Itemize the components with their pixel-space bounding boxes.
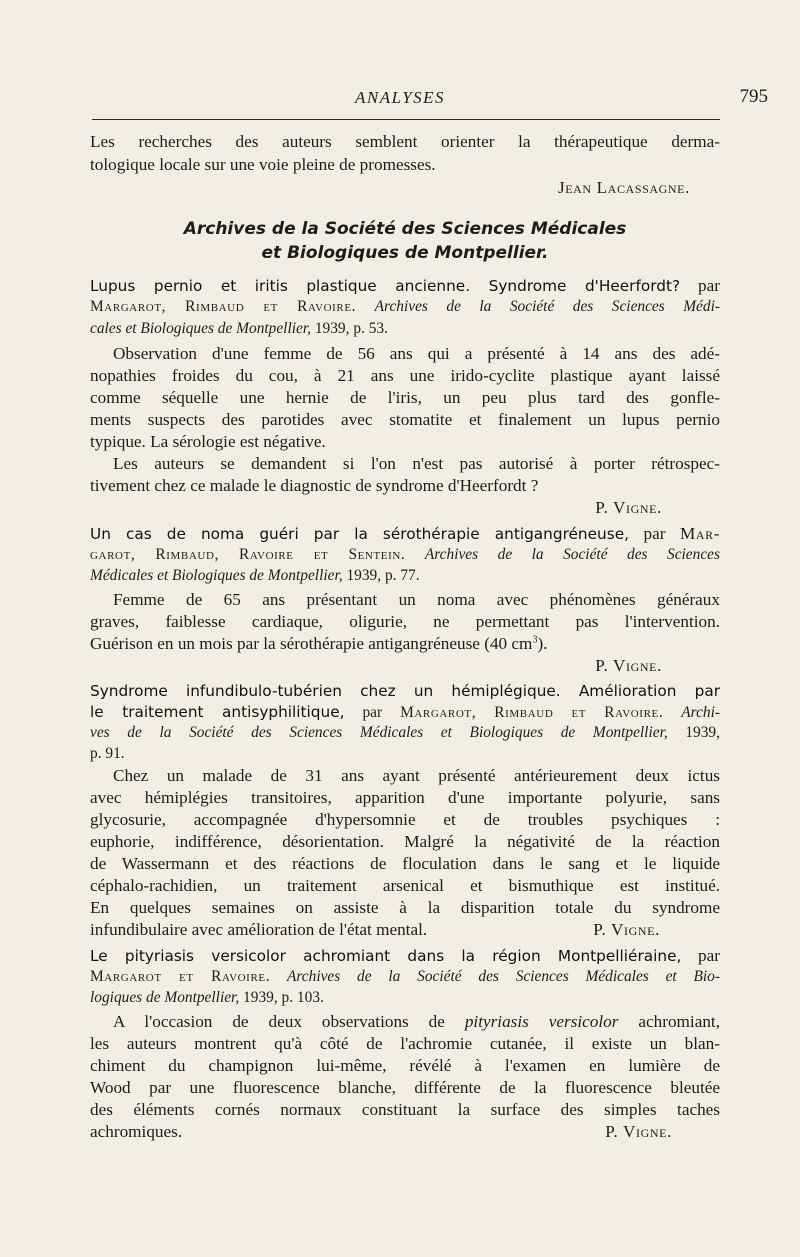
article-4-ref-rest: 1939, p. 103.	[243, 989, 324, 1006]
article-2-body-2: graves, faiblesse cardiaque, oligurie, ne permettant pas l'intervention.	[90, 612, 720, 631]
article-4-body-6: achromiques.	[90, 1122, 183, 1141]
article-2-body-3-text: Guérison en un mois par la sérothérapie antigangréneuse (40 cm	[90, 634, 533, 653]
article-2-body-sup: 3	[532, 634, 538, 646]
article-3-body-4: euphorie, indifférence, désorientation. Malgré la négativité de la réaction	[90, 832, 720, 851]
article-2-heading-line	[90, 524, 720, 544]
page-number: 795	[739, 86, 768, 107]
article-1-par: par	[698, 276, 720, 295]
article-1-heading-line	[90, 276, 720, 296]
article-3-body-7: En quelques semaines on assiste à la disparition totale du syndrome	[90, 898, 720, 917]
running-header: ANALYSES	[354, 88, 446, 107]
article-4-heading: Le pityriasis versicolor achromiant dans la région Montpelliéraine,	[90, 947, 682, 965]
article-3-body-1: Chez un malade de 31 ans ayant présenté antérieurement deux ictus	[113, 766, 720, 785]
article-3-ref-rest: 1939,	[685, 724, 720, 741]
article-4-ref-line-2	[90, 967, 720, 987]
article-4-journal-2: logiques de Montpellier,	[90, 989, 240, 1006]
article-3-heading-line-1	[90, 681, 720, 701]
section-title-line-2: et Biologiques de Montpellier.	[261, 243, 549, 263]
article-4-body-1	[113, 1012, 720, 1032]
intro-line-1: Les recherches des auteurs semblent orienter la thérapeutique derma-	[90, 132, 720, 151]
intro-signature: Jean Lacassagne.	[557, 178, 690, 197]
article-2-body-3	[90, 634, 720, 654]
article-4-heading-line	[90, 946, 720, 966]
article-1-body-1: Observation d'une femme de 56 ans qui a présenté à 14 ans des adé-	[113, 344, 720, 363]
article-4-body-4: Wood par une fluorescence blanche, différente de la fluorescence bleutée	[90, 1078, 720, 1097]
article-4-journal-1: Archives de la Société des Sciences Médicales et Bio-	[286, 968, 720, 985]
article-2-journal-1: Archives de la Société des Sciences	[424, 546, 720, 563]
article-3-heading-line-2	[90, 702, 720, 723]
header-rule	[92, 119, 720, 120]
article-3-ref-line-4: p. 91.	[90, 745, 125, 762]
article-2-par: par	[643, 524, 666, 543]
article-3-journal-2: ves de la Société des Sciences Médicales et Biologiques de Montpellier,	[90, 724, 668, 741]
article-4-authors: Margarot et Ravoire.	[90, 968, 271, 985]
article-3-journal-1: Archi-	[681, 704, 720, 721]
article-1-body-2: nopathies froides du cou, à 21 ans une irido-cyclite plastique ayant laissé	[90, 366, 720, 385]
article-4-body-1-post: achromiant,	[638, 1012, 720, 1031]
article-2-authors-1: Mar-	[679, 524, 721, 543]
article-2-body-3-end: ).	[537, 634, 548, 653]
article-2-heading: Un cas de noma guéri par la sérothérapie antigangréneuse,	[90, 525, 629, 543]
article-3-heading-2: le traitement antisyphilitique,	[90, 703, 345, 721]
article-1-body-3: comme séquelle une hernie de l'iris, un peu plus tard des gonfle-	[90, 388, 720, 407]
article-1-authors: Margarot, Rimbaud et Ravoire.	[90, 298, 357, 315]
intro-line-2: tologique locale sur une voie pleine de promesses.	[90, 155, 436, 174]
article-4-signature: P. Vigne.	[605, 1122, 672, 1141]
article-2-body-1: Femme de 65 ans présentant un noma avec phénomènes généraux	[113, 590, 720, 609]
article-1-ref-line-1	[90, 297, 720, 317]
article-1-journal-2: cales et Biologiques de Montpellier,	[90, 320, 311, 337]
article-1-ref-line-2	[90, 319, 720, 339]
article-3-par: par	[362, 704, 383, 721]
article-3-signature: P. Vigne.	[593, 920, 660, 939]
article-4-par: par	[698, 946, 720, 965]
article-1-body-5: typique. La sérologie est négative.	[90, 432, 326, 451]
article-2-signature: P. Vigne.	[595, 656, 662, 675]
article-1-body-4: ments suspects des parotides avec stomatite et finalement un lupus pernio	[90, 410, 720, 429]
article-2-ref-line-3	[90, 566, 720, 586]
article-3-body-8: infundibulaire avec amélioration de l'état mental.	[90, 920, 428, 939]
article-2-journal-2: Médicales et Biologiques de Montpellier,	[90, 567, 343, 584]
article-3-ref-line-3	[90, 723, 720, 743]
article-1-heading: Lupus pernio et iritis plastique ancienne. Syndrome d'Heerfordt?	[90, 277, 681, 295]
section-title-line-1: Archives de la Société des Sciences Médicales	[183, 219, 627, 239]
article-3-body-3: glycosurie, accompagnée d'hypersomnie et de troubles psychiques :	[90, 810, 720, 829]
article-1-journal-1: Archives de la Société des Sciences Médi-	[374, 298, 720, 315]
article-2-authors-2: garot, Rimbaud, Ravoire et Sentein.	[90, 546, 406, 563]
article-2-ref-rest: 1939, p. 77.	[346, 567, 420, 584]
article-2-ref-line-2	[90, 545, 720, 565]
article-4-body-3: chiment du champignon lui-même, révélé à l'examen en lumière de	[90, 1056, 720, 1075]
article-1-body-6: Les auteurs se demandent si l'on n'est pas autorisé à porter rétrospec-	[113, 454, 720, 473]
article-1-body-7: tivement chez ce malade le diagnostic de syndrome d'Heerfordt ?	[90, 476, 539, 495]
article-3-heading-1: Syndrome infundibulo-tubérien chez un hémiplégique. Amélioration par	[90, 682, 720, 700]
article-4-body-1-ital: pityriasis versicolor	[464, 1012, 619, 1031]
article-4-ref-line-3	[90, 988, 720, 1008]
article-3-body-6: céphalo-rachidien, un traitement arsenical et bismuthique est institué.	[90, 876, 720, 895]
article-4-body-1-pre: A l'occasion de deux observations de	[113, 1012, 445, 1031]
article-1-signature: P. Vigne.	[595, 498, 662, 517]
article-4-body-2: les auteurs montrent qu'à côté de l'achromie cutanée, il existe un blan-	[90, 1034, 720, 1053]
article-3-authors: Margarot, Rimbaud et Ravoire.	[400, 704, 664, 721]
article-3-body-2: avec hémiplégies transitoires, apparition d'une importante polyurie, sans	[90, 788, 720, 807]
article-3-body-5: de Wassermann et des réactions de floculation dans le sang et le liquide	[90, 854, 720, 873]
article-4-body-5: des éléments cornés normaux constituant la surface des simples taches	[90, 1100, 720, 1119]
article-1-ref-rest: 1939, p. 53.	[314, 320, 388, 337]
